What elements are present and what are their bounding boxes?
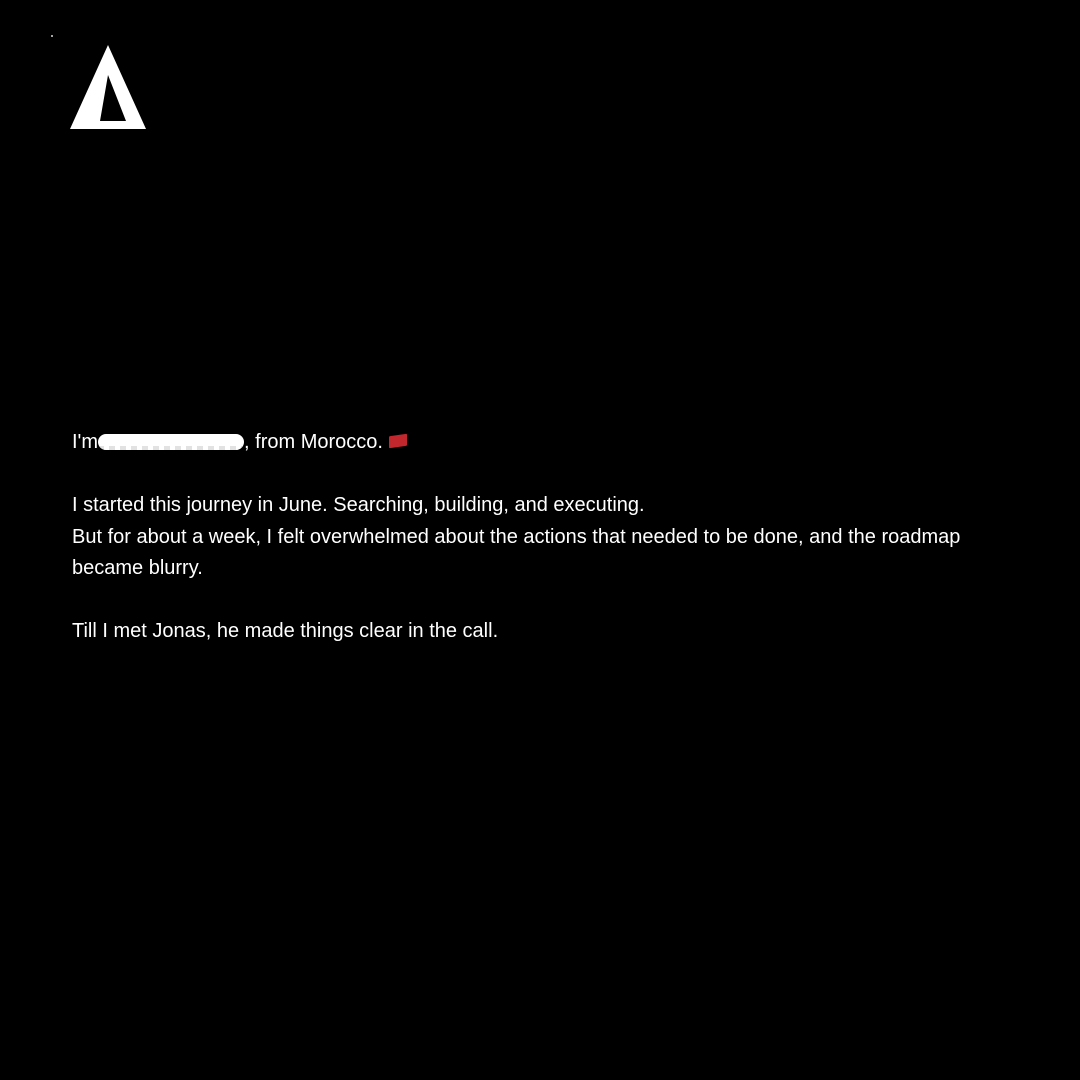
journey-line-1: I started this journey in June. Searching, building, and executing. <box>72 494 645 516</box>
closing-paragraph <box>72 616 1032 648</box>
intro-paragraph <box>72 427 1032 459</box>
morocco-flag-icon <box>389 434 407 449</box>
journey-paragraph <box>72 490 1032 585</box>
journey-line-2: But for about a week, I felt overwhelmed about the actions that needed to be done, and the roadmap became blurry. <box>72 525 961 579</box>
navigation-arrow-logo-icon <box>70 45 146 131</box>
dot-speck <box>51 35 53 37</box>
redacted-name <box>98 434 244 450</box>
intro-prefix: I'm <box>72 431 99 453</box>
message-text <box>72 427 1032 648</box>
intro-suffix: , from Morocco. <box>244 431 383 453</box>
closing-line: Till I met Jonas, he made things clear in the call. <box>72 620 499 642</box>
